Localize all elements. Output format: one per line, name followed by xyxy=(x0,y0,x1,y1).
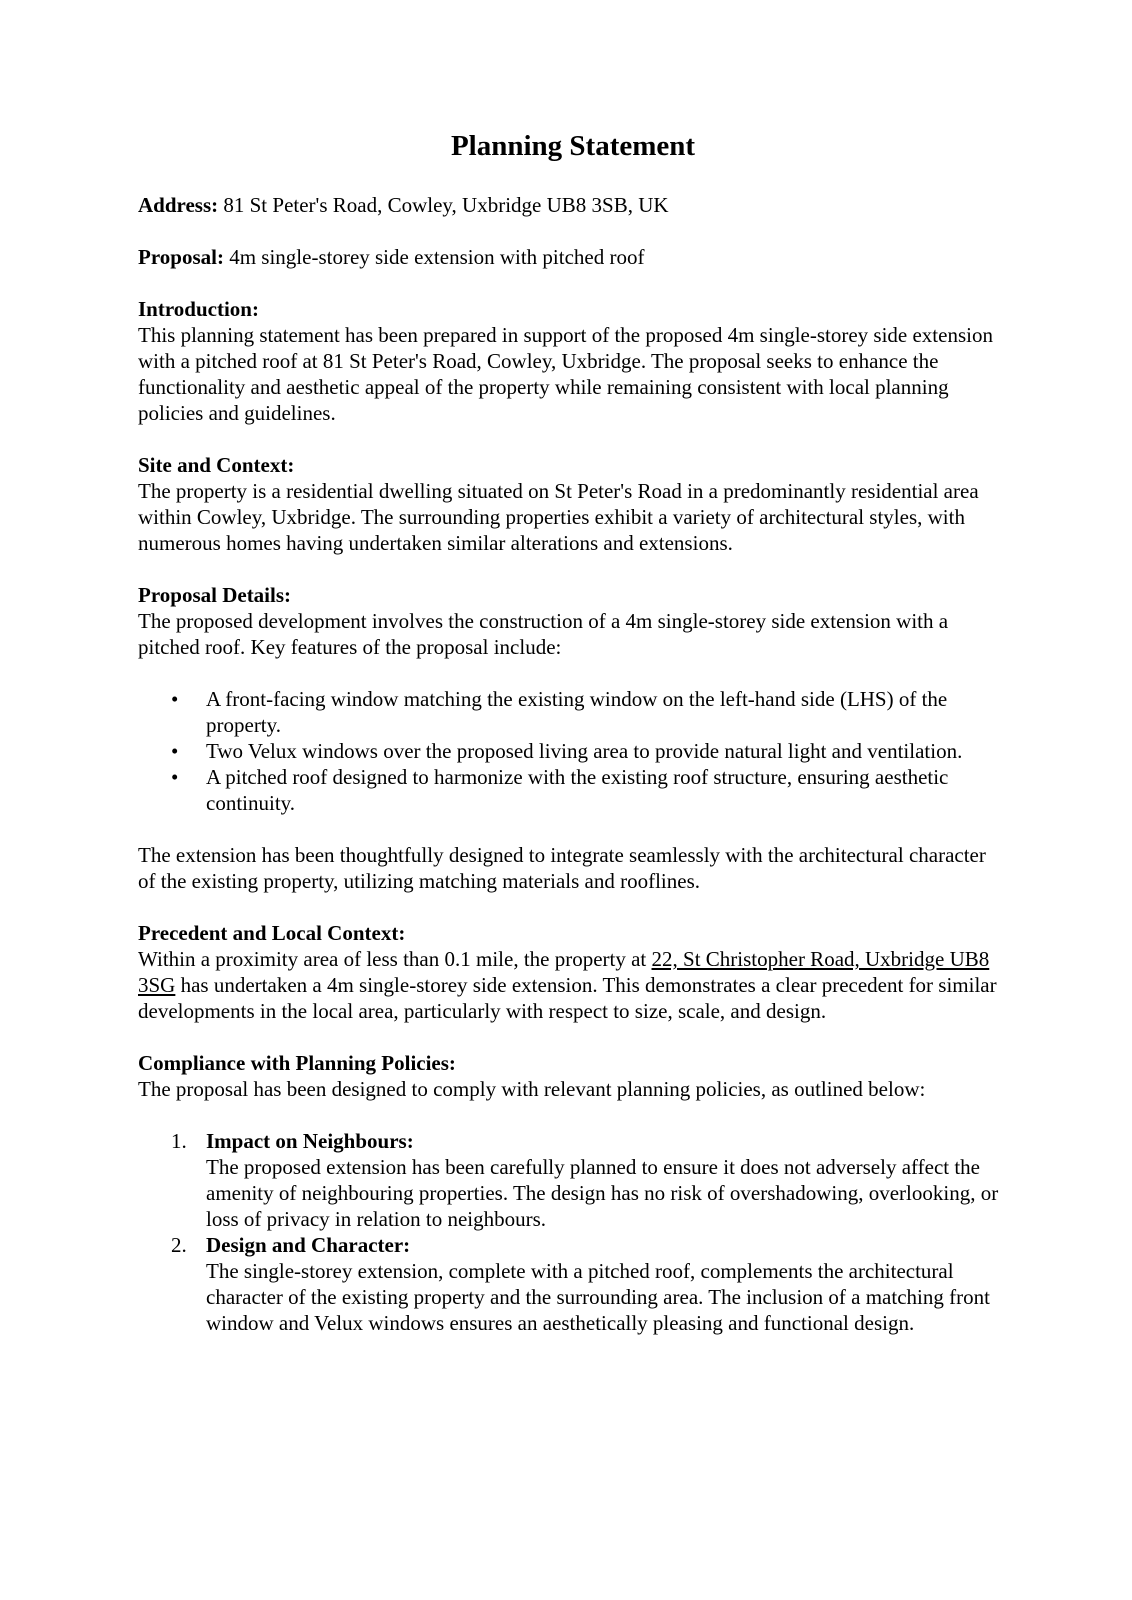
compliance-heading: Compliance with Planning Policies: xyxy=(138,1051,456,1075)
proposal-details-closing: The extension has been thoughtfully designed to integrate seamlessly with the architectural character of the existing property, utilizing matching materials and rooflines. xyxy=(138,843,986,893)
bullet-icon: • xyxy=(171,687,179,711)
compliance-section xyxy=(138,1050,1008,1336)
site-context-section xyxy=(138,452,1008,556)
feature-text: A front-facing window matching the existing window on the left-hand side (LHS) of the property. xyxy=(206,687,948,737)
address-line xyxy=(138,192,1008,218)
policy-title: Impact on Neighbours: xyxy=(206,1129,414,1153)
policy-title: Design and Character: xyxy=(206,1233,411,1257)
proposal-line xyxy=(138,244,1008,270)
list-item xyxy=(138,1232,1008,1336)
feature-text: A pitched roof designed to harmonize with the existing roof structure, ensuring aesthetic continuity. xyxy=(206,765,949,815)
precedent-section xyxy=(138,920,1008,1024)
bullet-icon: • xyxy=(171,765,179,789)
list-item xyxy=(138,764,1008,816)
compliance-text: The proposal has been designed to comply with relevant planning policies, as outlined below: xyxy=(138,1077,926,1101)
proposal-details-section xyxy=(138,582,1008,894)
proposal-details-text: The proposed development involves the construction of a 4m single-storey side extension with a pitched roof. Key features of the proposal include: xyxy=(138,609,949,659)
bullet-icon: • xyxy=(171,739,179,763)
document-title: Planning Statement xyxy=(450,130,696,162)
introduction-text: This planning statement has been prepared in support of the proposed 4m single-storey side extension with a pitched roof at 81 St Peter's Road, Cowley, Uxbridge. The proposal seeks to enhance the functionality and aesthetic appeal of the property while remaining consistent with local planning policies and guidelines. xyxy=(138,323,993,425)
policy-number: 2. xyxy=(171,1233,187,1257)
policy-text: The proposed extension has been carefully planned to ensure it does not adversely affect the amenity of neighbouring properties. The design has no risk of overshadowing, overlooking, or loss of privacy in relation to neighbours. xyxy=(206,1155,999,1231)
policy-text: The single-storey extension, complete with a pitched roof, complements the architectural character of the existing property and the surrounding area. The inclusion of a matching front window and Velux windows ensures an aesthetically pleasing and functional design. xyxy=(206,1259,990,1335)
list-item xyxy=(138,686,1008,738)
feature-list xyxy=(138,686,1008,816)
precedent-heading: Precedent and Local Context: xyxy=(138,921,406,945)
proposal-value: 4m single-storey side extension with pitched roof xyxy=(229,245,645,269)
document-page xyxy=(138,128,1008,1362)
precedent-text xyxy=(138,946,1008,1024)
list-item xyxy=(138,738,1008,764)
introduction-section xyxy=(138,296,1008,426)
list-item xyxy=(138,1128,1008,1232)
proposal-label: Proposal: xyxy=(138,245,224,269)
precedent-text-after: has undertaken a 4m single-storey side extension. This demonstrates a clear precedent for similar developments in the local area, particularly with respect to size, scale, and design. xyxy=(138,973,997,1023)
site-context-text: The property is a residential dwelling situated on St Peter's Road in a predominantly residential area within Cowley, Uxbridge. The surrounding properties exhibit a variety of architectural styles, with numerous homes having undertaken similar alterations and extensions. xyxy=(138,479,979,555)
policy-list xyxy=(138,1128,1008,1336)
address-value: 81 St Peter's Road, Cowley, Uxbridge UB8 3SB, UK xyxy=(223,193,669,217)
introduction-heading: Introduction: xyxy=(138,297,259,321)
precedent-text-before: Within a proximity area of less than 0.1 mile, the property at xyxy=(138,947,652,971)
feature-text: Two Velux windows over the proposed living area to provide natural light and ventilation. xyxy=(206,739,963,763)
address-label: Address: xyxy=(138,193,219,217)
precedent-address-link[interactable]: 22, St Christopher Road, Uxbridge UB8 3SG xyxy=(138,947,990,997)
proposal-details-heading: Proposal Details: xyxy=(138,583,292,607)
site-context-heading: Site and Context: xyxy=(138,453,295,477)
policy-number: 1. xyxy=(171,1129,187,1153)
